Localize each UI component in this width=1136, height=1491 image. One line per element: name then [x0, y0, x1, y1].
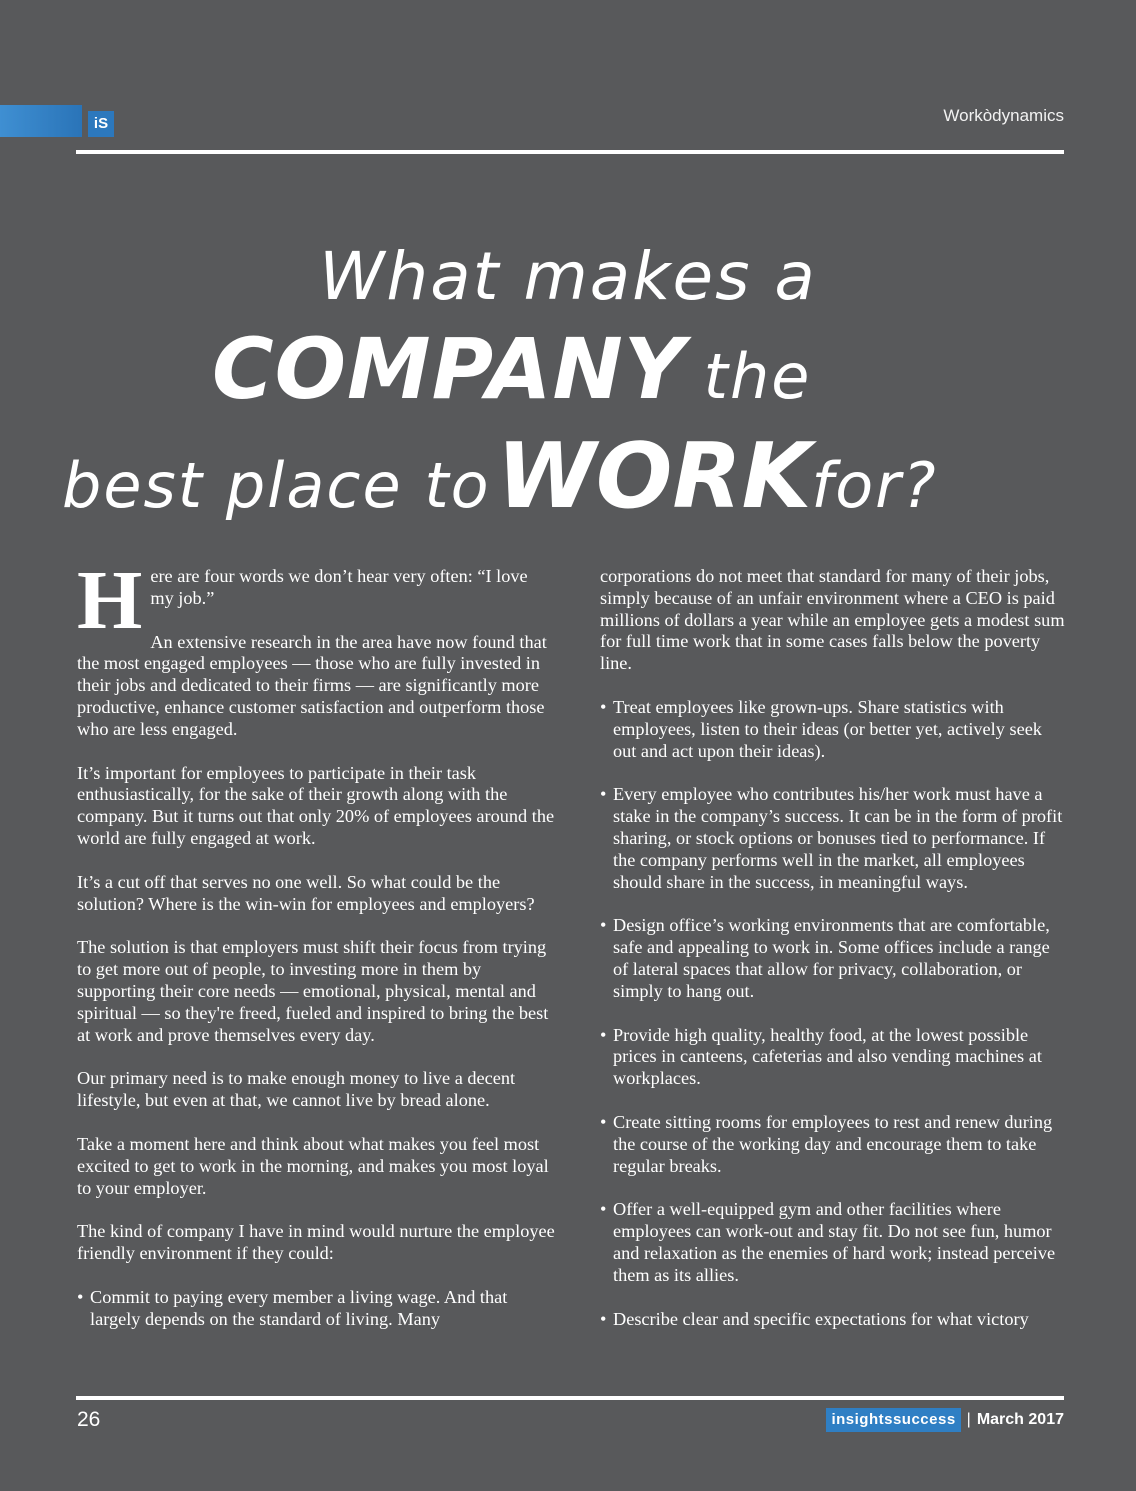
- bullet-icon: •: [600, 696, 607, 717]
- paragraph: An extensive research in the area have now found that the most engaged employees — those who are fully invested in their jobs and dedicated to their firms — are significantly more productive, enhance customer satisfaction and outperform those who are less engaged.: [77, 631, 547, 739]
- bullet-item: [600, 1025, 1068, 1090]
- bullet-text: Describe clear and specific expectations for what victory: [613, 1308, 1029, 1329]
- bullet-text: Provide high quality, healthy food, at the lowest possible prices in canteens, cafeterias and also vending machines at workplaces.: [613, 1024, 1042, 1089]
- bullet-text: Offer a well-equipped gym and other facilities where employees can work-out and stay fit. Do not see fun, humor and relaxation as the enemies of hard work; instead perceive them as its allies.: [613, 1199, 1056, 1285]
- title-best-place: best place to: [62, 449, 491, 522]
- title-line-3: [62, 424, 938, 529]
- bullet-icon: •: [600, 784, 607, 805]
- bullet-text: Treat employees like grown-ups. Share statistics with employees, listen to their ideas (or better yet, actively seek out and act upon their ideas).: [613, 696, 1042, 761]
- intro-text: ere are four words we don’t hear very often: “I love my job.”: [150, 566, 528, 608]
- bullet-item: [77, 1287, 555, 1331]
- intro-paragraph: [77, 554, 555, 647]
- right-column: [600, 566, 1068, 1352]
- bullet-text: Design office’s working environments that are comfortable, safe and appealing to work in. Some offices include a range of lateral spaces that allow for privacy, collaboration, or simply to hang out.: [613, 915, 1050, 1001]
- title-company: COMPANY: [212, 320, 686, 418]
- paragraph: The solution is that employers must shift their focus from trying to get more out of people, to investing more in them by supporting their core needs — emotional, physical, mental and spiritual — so they're freed, fueled and inspired to bring the best at work and prove themselves every day.: [77, 937, 549, 1045]
- header-accent-bar: [0, 105, 82, 137]
- header-divider: [76, 150, 1064, 154]
- bullet-text: Commit to paying every member a living wage. And that largely depends on the standard of living. Many: [90, 1286, 508, 1329]
- title-work: WORK: [496, 424, 812, 529]
- bullet-item: [600, 1309, 1068, 1331]
- bullet-text: Create sitting rooms for employees to rest and renew during the course of the working day and encourage them to take regular breaks.: [613, 1111, 1053, 1176]
- paragraph: The kind of company I have in mind would nurture the employee friendly environment if they could:: [77, 1221, 555, 1264]
- issue-date: March 2017: [976, 1411, 1064, 1428]
- paragraph: It’s important for employees to participate in their task enthusiastically, for the sake of their growth along with the company. But it turns out that only 20% of employees around the world are fully engaged at work.: [77, 762, 555, 848]
- paragraph: Take a moment here and think about what makes you feel most excited to get to work in the morning, and makes you most loyal to your employer.: [77, 1133, 549, 1198]
- bullet-item: [600, 697, 1068, 762]
- title-the: the: [703, 340, 812, 413]
- left-column: [77, 554, 555, 1353]
- bullet-icon: •: [600, 1111, 607, 1132]
- section-label: Workòdynamics: [943, 106, 1064, 125]
- bullet-item: [600, 915, 1068, 1002]
- bullet-text: Every employee who contributes his/her work must have a stake in the company’s success. It can be in the form of profit sharing, or stock options or bonuses tied to performance. If the company performs well in the market, all employees should share in the success, in meaningful ways.: [613, 784, 1063, 892]
- title-line-2: [212, 320, 811, 418]
- footer-divider: [76, 1396, 1064, 1400]
- bullet-icon: •: [600, 915, 607, 936]
- bullet-icon: •: [77, 1286, 84, 1307]
- continuation-paragraph: corporations do not meet that standard for many of their jobs, simply because of an unfair environment where a CEO is paid millions of dollars a year while an employee gets a modest sum for full time work that in some cases falls below the poverty line.: [600, 566, 1065, 674]
- paragraph: Our primary need is to make enough money to live a decent lifestyle, but even at that, we cannot live by bread alone.: [77, 1068, 516, 1111]
- bullet-item: [600, 784, 1068, 893]
- drop-cap: H: [77, 554, 143, 647]
- title-line-1: What makes a: [319, 238, 817, 315]
- brand-logo: insightssuccess: [826, 1408, 960, 1432]
- bullet-icon: •: [600, 1308, 607, 1329]
- bullet-item: [600, 1199, 1068, 1286]
- paragraph: It’s a cut off that serves no one well. So what could be the solution? Where is the win-win for employees and employers?: [77, 871, 535, 914]
- title-for: for?: [811, 449, 938, 522]
- footer-separator: |: [966, 1411, 971, 1428]
- bullet-icon: •: [600, 1199, 607, 1220]
- bullet-item: [600, 1112, 1068, 1177]
- bullet-icon: •: [600, 1024, 607, 1045]
- page-number: 26: [77, 1408, 101, 1431]
- footer-brand: [826, 1408, 1064, 1432]
- magazine-logo: iS: [88, 111, 114, 137]
